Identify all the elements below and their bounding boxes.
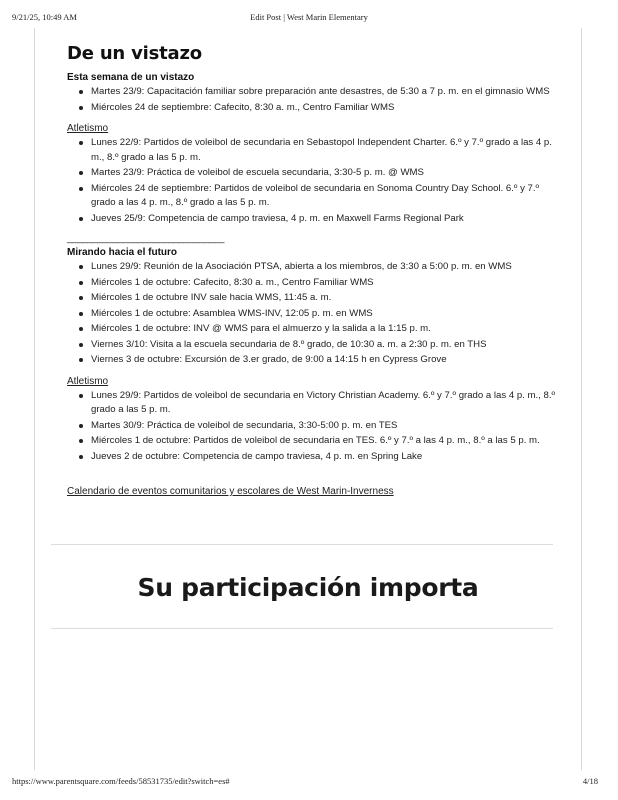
print-url: https://www.parentsquare.com/feeds/58531735/edit?switch=es# xyxy=(12,776,230,786)
glance-section xyxy=(67,43,557,499)
list-item: Viernes 3 de octubre: Excursión de 3.er grado, de 9:00 a 14:15 h en Cypress Grove xyxy=(91,353,557,368)
athletics-link-2[interactable]: Atletismo xyxy=(67,375,109,387)
calendar-link[interactable]: Calendario de eventos comunitarios y escolares de West Marin-Inverness xyxy=(67,486,394,497)
athletics-list-1 xyxy=(67,136,557,226)
post-content-area xyxy=(34,28,582,770)
list-item: Jueves 25/9: Competencia de campo traviesa, 4 p. m. en Maxwell Farms Regional Park xyxy=(91,212,557,227)
divider-bottom xyxy=(51,628,553,629)
list-item: Miércoles 1 de octubre: Partidos de voleibol de secundaria en TES. 6.º y 7.º a las 4 p. m., 8.º a las 5 p. m. xyxy=(91,434,557,449)
list-item: Miércoles 24 de septiembre: Cafecito, 8:30 a. m., Centro Familiar WMS xyxy=(91,101,557,116)
list-item: Martes 30/9: Práctica de voleibol de secundaria, 3:30-5:00 p. m. en TES xyxy=(91,419,557,434)
athletics-link-1[interactable]: Atletismo xyxy=(67,123,109,134)
athletics-list-2 xyxy=(67,389,557,465)
list-item: Miércoles 1 de octubre INV sale hacia WMS, 11:45 a. m. xyxy=(91,291,557,306)
banner-heading: Su participación importa xyxy=(137,573,479,602)
list-item: Martes 23/9: Capacitación familiar sobre preparación ante desastres, de 5:30 a 7 p. m. en el gimnasio WMS xyxy=(91,85,557,100)
print-footer xyxy=(12,776,598,790)
list-item: Viernes 3/10: Visita a la escuela secundaria de 8.º grado, de 10:30 a. m. a 2:30 p. m. en THS xyxy=(91,338,557,353)
week-list xyxy=(67,85,557,115)
print-date: 9/21/25, 10:49 AM xyxy=(12,12,77,22)
list-item: Jueves 2 de octubre: Competencia de campo traviesa, 4 p. m. en Spring Lake xyxy=(91,450,557,465)
page-number: 4/18 xyxy=(582,776,598,786)
text-divider: _______________________________ xyxy=(67,233,224,244)
print-header xyxy=(12,12,606,26)
list-item: Miércoles 24 de septiembre: Partidos de voleibol de secundaria en Sonoma Country Day School. 6.º y 7.º grado a las 4 p. m., 8.º grado a las 5 p. m. xyxy=(91,182,557,211)
section-title: De un vistazo xyxy=(67,43,202,64)
future-list xyxy=(67,260,557,368)
divider-top xyxy=(51,544,553,545)
week-heading: Esta semana de un vistazo xyxy=(67,72,195,83)
list-item: Lunes 22/9: Partidos de voleibol de secundaria en Sebastopol Independent Charter. 6.º y 7.º grado a las 4 p. m., 8.º grado a las 5 p. m. xyxy=(91,136,557,165)
list-item: Lunes 29/9: Reunión de la Asociación PTSA, abierta a los miembros, de 3:30 a 5:00 p. m. en WMS xyxy=(91,260,557,275)
future-heading: Mirando hacia el futuro xyxy=(67,247,178,258)
list-item: Miércoles 1 de octubre: Cafecito, 8:30 a. m., Centro Familiar WMS xyxy=(91,276,557,291)
print-page-title: Edit Post | West Marin Elementary xyxy=(250,12,368,22)
list-item: Miércoles 1 de octubre: INV @ WMS para el almuerzo y la salida a la 1:15 p. m. xyxy=(91,322,557,337)
list-item: Miércoles 1 de octubre: Asamblea WMS-INV, 12:05 p. m. en WMS xyxy=(91,307,557,322)
list-item: Lunes 29/9: Partidos de voleibol de secundaria en Victory Christian Academy. 6.º y 7.º grado a las 4 p. m., 8.º grado a las 5 p. m. xyxy=(91,389,557,418)
list-item: Martes 23/9: Práctica de voleibol de escuela secundaria, 3:30-5 p. m. @ WMS xyxy=(91,166,557,181)
